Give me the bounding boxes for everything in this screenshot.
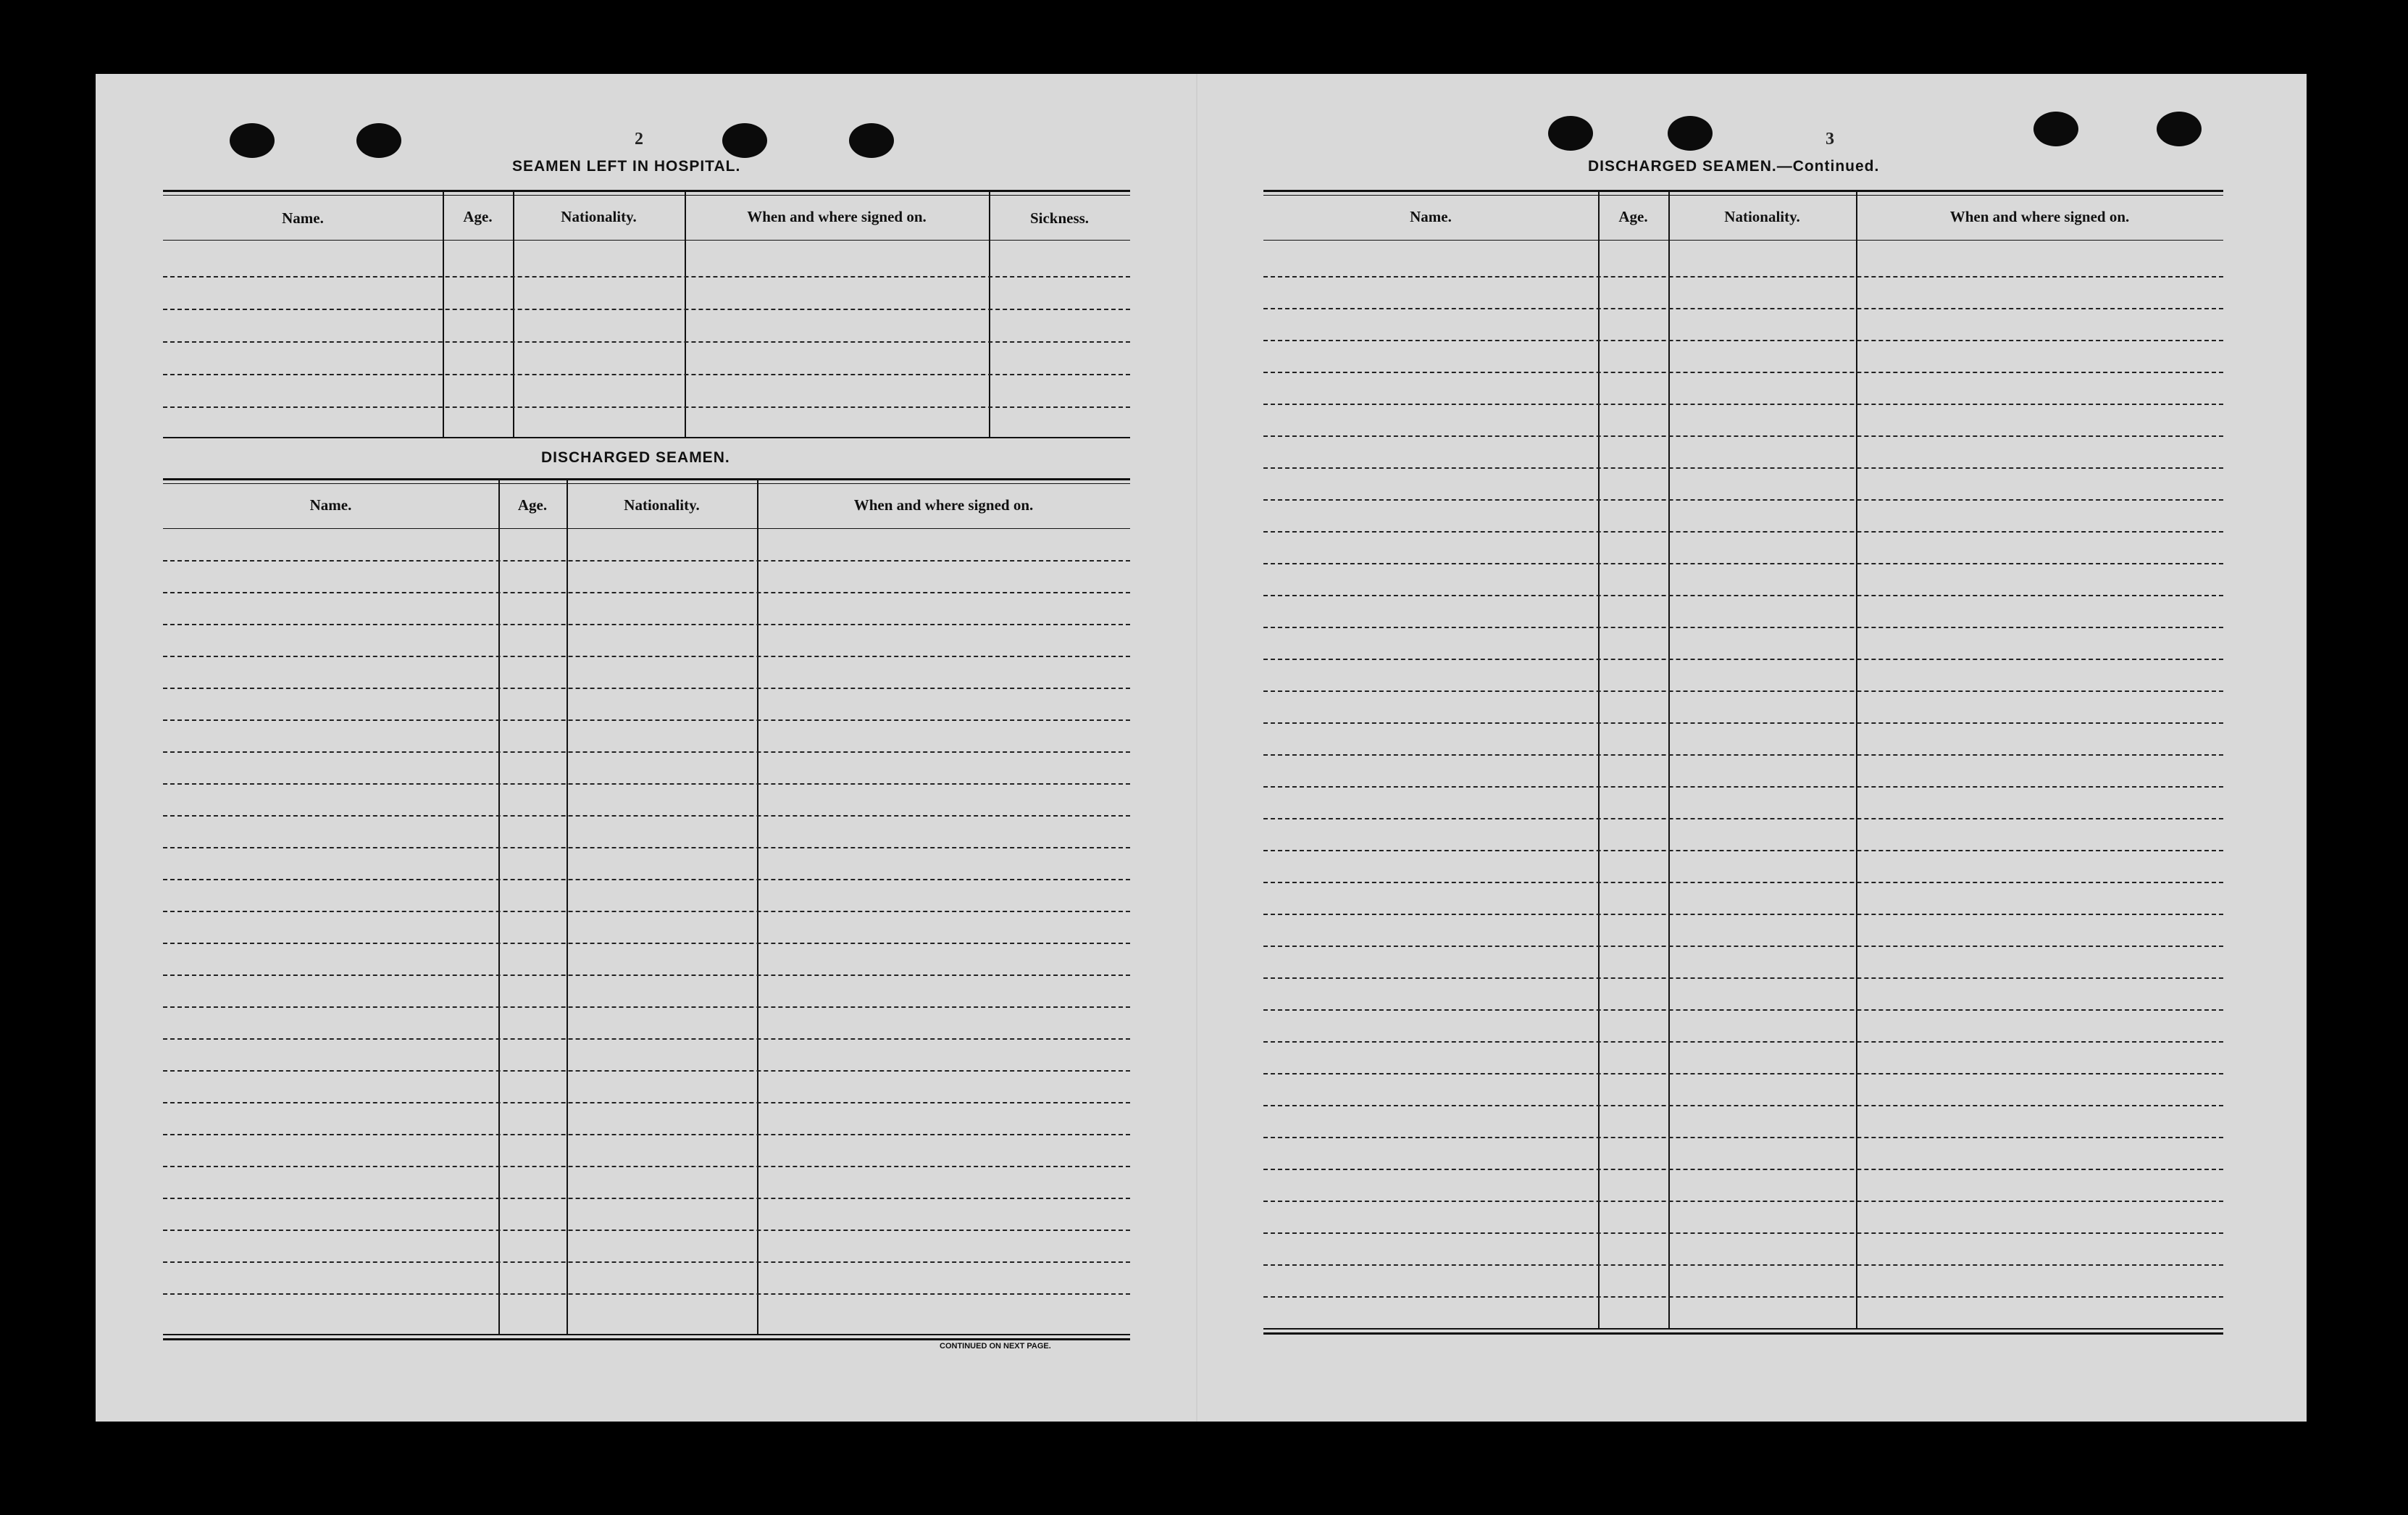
column-header-when-where: When and where signed on.: [853, 496, 1034, 514]
table-row: [1263, 690, 2223, 692]
table-row: [1263, 1201, 2223, 1202]
table-row: [163, 943, 1130, 944]
table-row: [1263, 340, 2223, 341]
column-header-age: Age.: [1618, 208, 1648, 225]
table-row: [163, 309, 1130, 310]
table-row: [1263, 404, 2223, 405]
right-page: [1197, 74, 2307, 1422]
column-header-when-where: When and where signed on.: [1949, 208, 2130, 225]
table-row: [163, 974, 1130, 976]
table-row: [163, 1230, 1130, 1231]
table-row: [163, 815, 1130, 817]
table-row: [1263, 882, 2223, 883]
table-row: [163, 1198, 1130, 1199]
table-row: [163, 276, 1130, 277]
table-row: [1263, 276, 2223, 277]
discharged-table: [163, 478, 1130, 1335]
table-row: [1263, 372, 2223, 373]
discharged-continued-table: [1263, 190, 2223, 1330]
table-row: [1263, 818, 2223, 819]
table-row: [1263, 850, 2223, 851]
table-row: [1263, 531, 2223, 533]
table-row: [1263, 1232, 2223, 1234]
table-row: [1263, 722, 2223, 724]
column-header-name: Name.: [1410, 208, 1452, 225]
table-row: [163, 1293, 1130, 1295]
left-page: [96, 74, 1197, 1422]
table-row: [163, 1038, 1130, 1040]
table-row: [163, 341, 1130, 343]
table-row: [163, 911, 1130, 912]
table-row: [163, 406, 1130, 408]
table-row: [163, 783, 1130, 785]
page-number: 2: [635, 130, 643, 149]
table-row: [163, 1166, 1130, 1167]
table-row: [163, 719, 1130, 721]
discharged-continued-title: DISCHARGED SEAMEN.—Continued.: [1588, 158, 1880, 175]
table-row: [1263, 1105, 2223, 1106]
table-row: [1263, 499, 2223, 501]
table-row: [1263, 754, 2223, 756]
column-header-age: Age.: [463, 208, 493, 225]
table-row: [1263, 1169, 2223, 1170]
hospital-table: [163, 190, 1130, 438]
table-row: [1263, 435, 2223, 437]
table-row: [163, 879, 1130, 880]
table-row: [1263, 1296, 2223, 1298]
table-row: [1263, 786, 2223, 788]
table-row: [163, 374, 1130, 375]
continued-note: CONTINUED ON NEXT PAGE.: [940, 1342, 1051, 1351]
table-row: [163, 847, 1130, 848]
column-header-name: Name.: [309, 496, 352, 514]
table-row: [163, 592, 1130, 593]
table-row: [1263, 1073, 2223, 1074]
table-row: [1263, 1264, 2223, 1266]
table-row: [1263, 1137, 2223, 1138]
table-row: [163, 1102, 1130, 1103]
page-number: 3: [1826, 130, 1834, 149]
form-sheet: [96, 74, 2307, 1422]
table-row: [1263, 627, 2223, 628]
table-row: [1263, 595, 2223, 596]
table-row: [163, 1006, 1130, 1008]
column-header-age: Age.: [517, 496, 548, 514]
table-row: [163, 688, 1130, 689]
table-row: [1263, 563, 2223, 564]
table-row: [163, 656, 1130, 657]
column-header-nationality: Nationality.: [624, 496, 700, 514]
column-header-when-where: When and where signed on.: [747, 208, 927, 225]
column-header-nationality: Nationality.: [561, 208, 637, 225]
column-header-nationality: Nationality.: [1724, 208, 1800, 225]
column-header-sickness: Sickness.: [1029, 209, 1090, 227]
table-row: [1263, 659, 2223, 660]
column-header-name: Name.: [282, 209, 324, 227]
table-row: [163, 624, 1130, 625]
discharged-section-title: DISCHARGED SEAMEN.: [541, 449, 730, 466]
table-row: [163, 1070, 1130, 1072]
table-row: [163, 560, 1130, 562]
table-row: [1263, 467, 2223, 469]
table-row: [1263, 946, 2223, 947]
table-row: [1263, 1009, 2223, 1011]
table-row: [1263, 977, 2223, 979]
table-row: [1263, 308, 2223, 309]
table-row: [163, 1261, 1130, 1263]
table-row: [1263, 914, 2223, 915]
table-row: [1263, 1041, 2223, 1043]
hospital-section-title: SEAMEN LEFT IN HOSPITAL.: [512, 158, 741, 175]
table-row: [163, 751, 1130, 753]
table-row: [163, 1134, 1130, 1135]
